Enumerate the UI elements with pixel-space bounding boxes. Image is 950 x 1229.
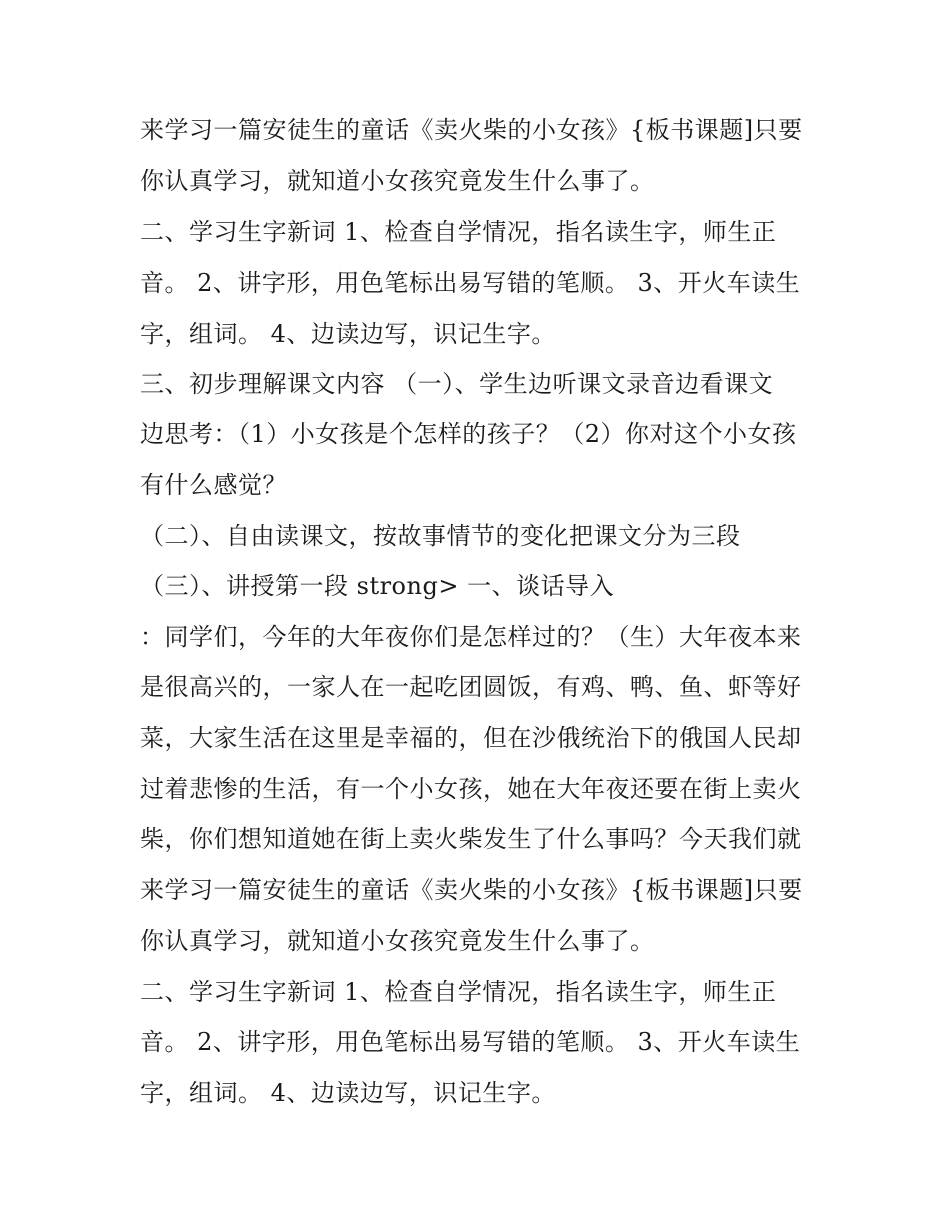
text-line: 音。 2、讲字形，用色笔标出易写错的笔顺。 3、开火车读生 xyxy=(140,1028,801,1056)
text-line: 是很高兴的，一家人在一起吃团圆饭，有鸡、鸭、鱼、虾等好 xyxy=(140,673,802,701)
text-line: 字，组词。 4、边读边写，识记生字。 xyxy=(140,320,556,348)
text-line: 边思考：（1）小女孩是个怎样的孩子？（2）你对这个小女孩 xyxy=(140,420,797,448)
text-line: 柴，你们想知道她在街上卖火柴发生了什么事吗？今天我们就 xyxy=(140,825,802,853)
text-line: 三、初步理解课文内容 （一）、学生边听课文录音边看课文 xyxy=(140,370,774,398)
text-line: 有什么感觉？ xyxy=(140,471,287,499)
text-line: 过着悲惨的生活，有一个小女孩，她在大年夜还要在街上卖火 xyxy=(140,775,802,803)
text-line: 字，组词。 4、边读边写，识记生字。 xyxy=(140,1079,556,1107)
text-line: 你认真学习，就知道小女孩究竟发生什么事了。 xyxy=(140,167,655,195)
text-line: 你认真学习，就知道小女孩究竟发生什么事了。 xyxy=(140,927,655,955)
text-line: 菜，大家生活在这里是幸福的，但在沙俄统治下的俄国人民却 xyxy=(140,724,802,752)
text-line: 二、学习生字新词 1、检查自学情况，指名读生字，师生正 xyxy=(140,218,777,246)
text-line: 来学习一篇安徒生的童话《卖火柴的小女孩》{板书课题]只要 xyxy=(140,116,803,144)
text-line: 音。 2、讲字形，用色笔标出易写错的笔顺。 3、开火车读生 xyxy=(140,269,801,297)
text-line: （二）、自由读课文，按故事情节的变化把课文分为三段 xyxy=(140,522,741,550)
text-line: ：同学们，今年的大年夜你们是怎样过的？（生）大年夜本来 xyxy=(140,623,802,651)
text-line: 二、学习生字新词 1、检查自学情况，指名读生字，师生正 xyxy=(140,978,777,1006)
text-line: （三）、讲授第一段 strong> 一、谈话导入 xyxy=(140,572,615,600)
text-line: 来学习一篇安徒生的童话《卖火柴的小女孩》{板书课题]只要 xyxy=(140,876,803,904)
